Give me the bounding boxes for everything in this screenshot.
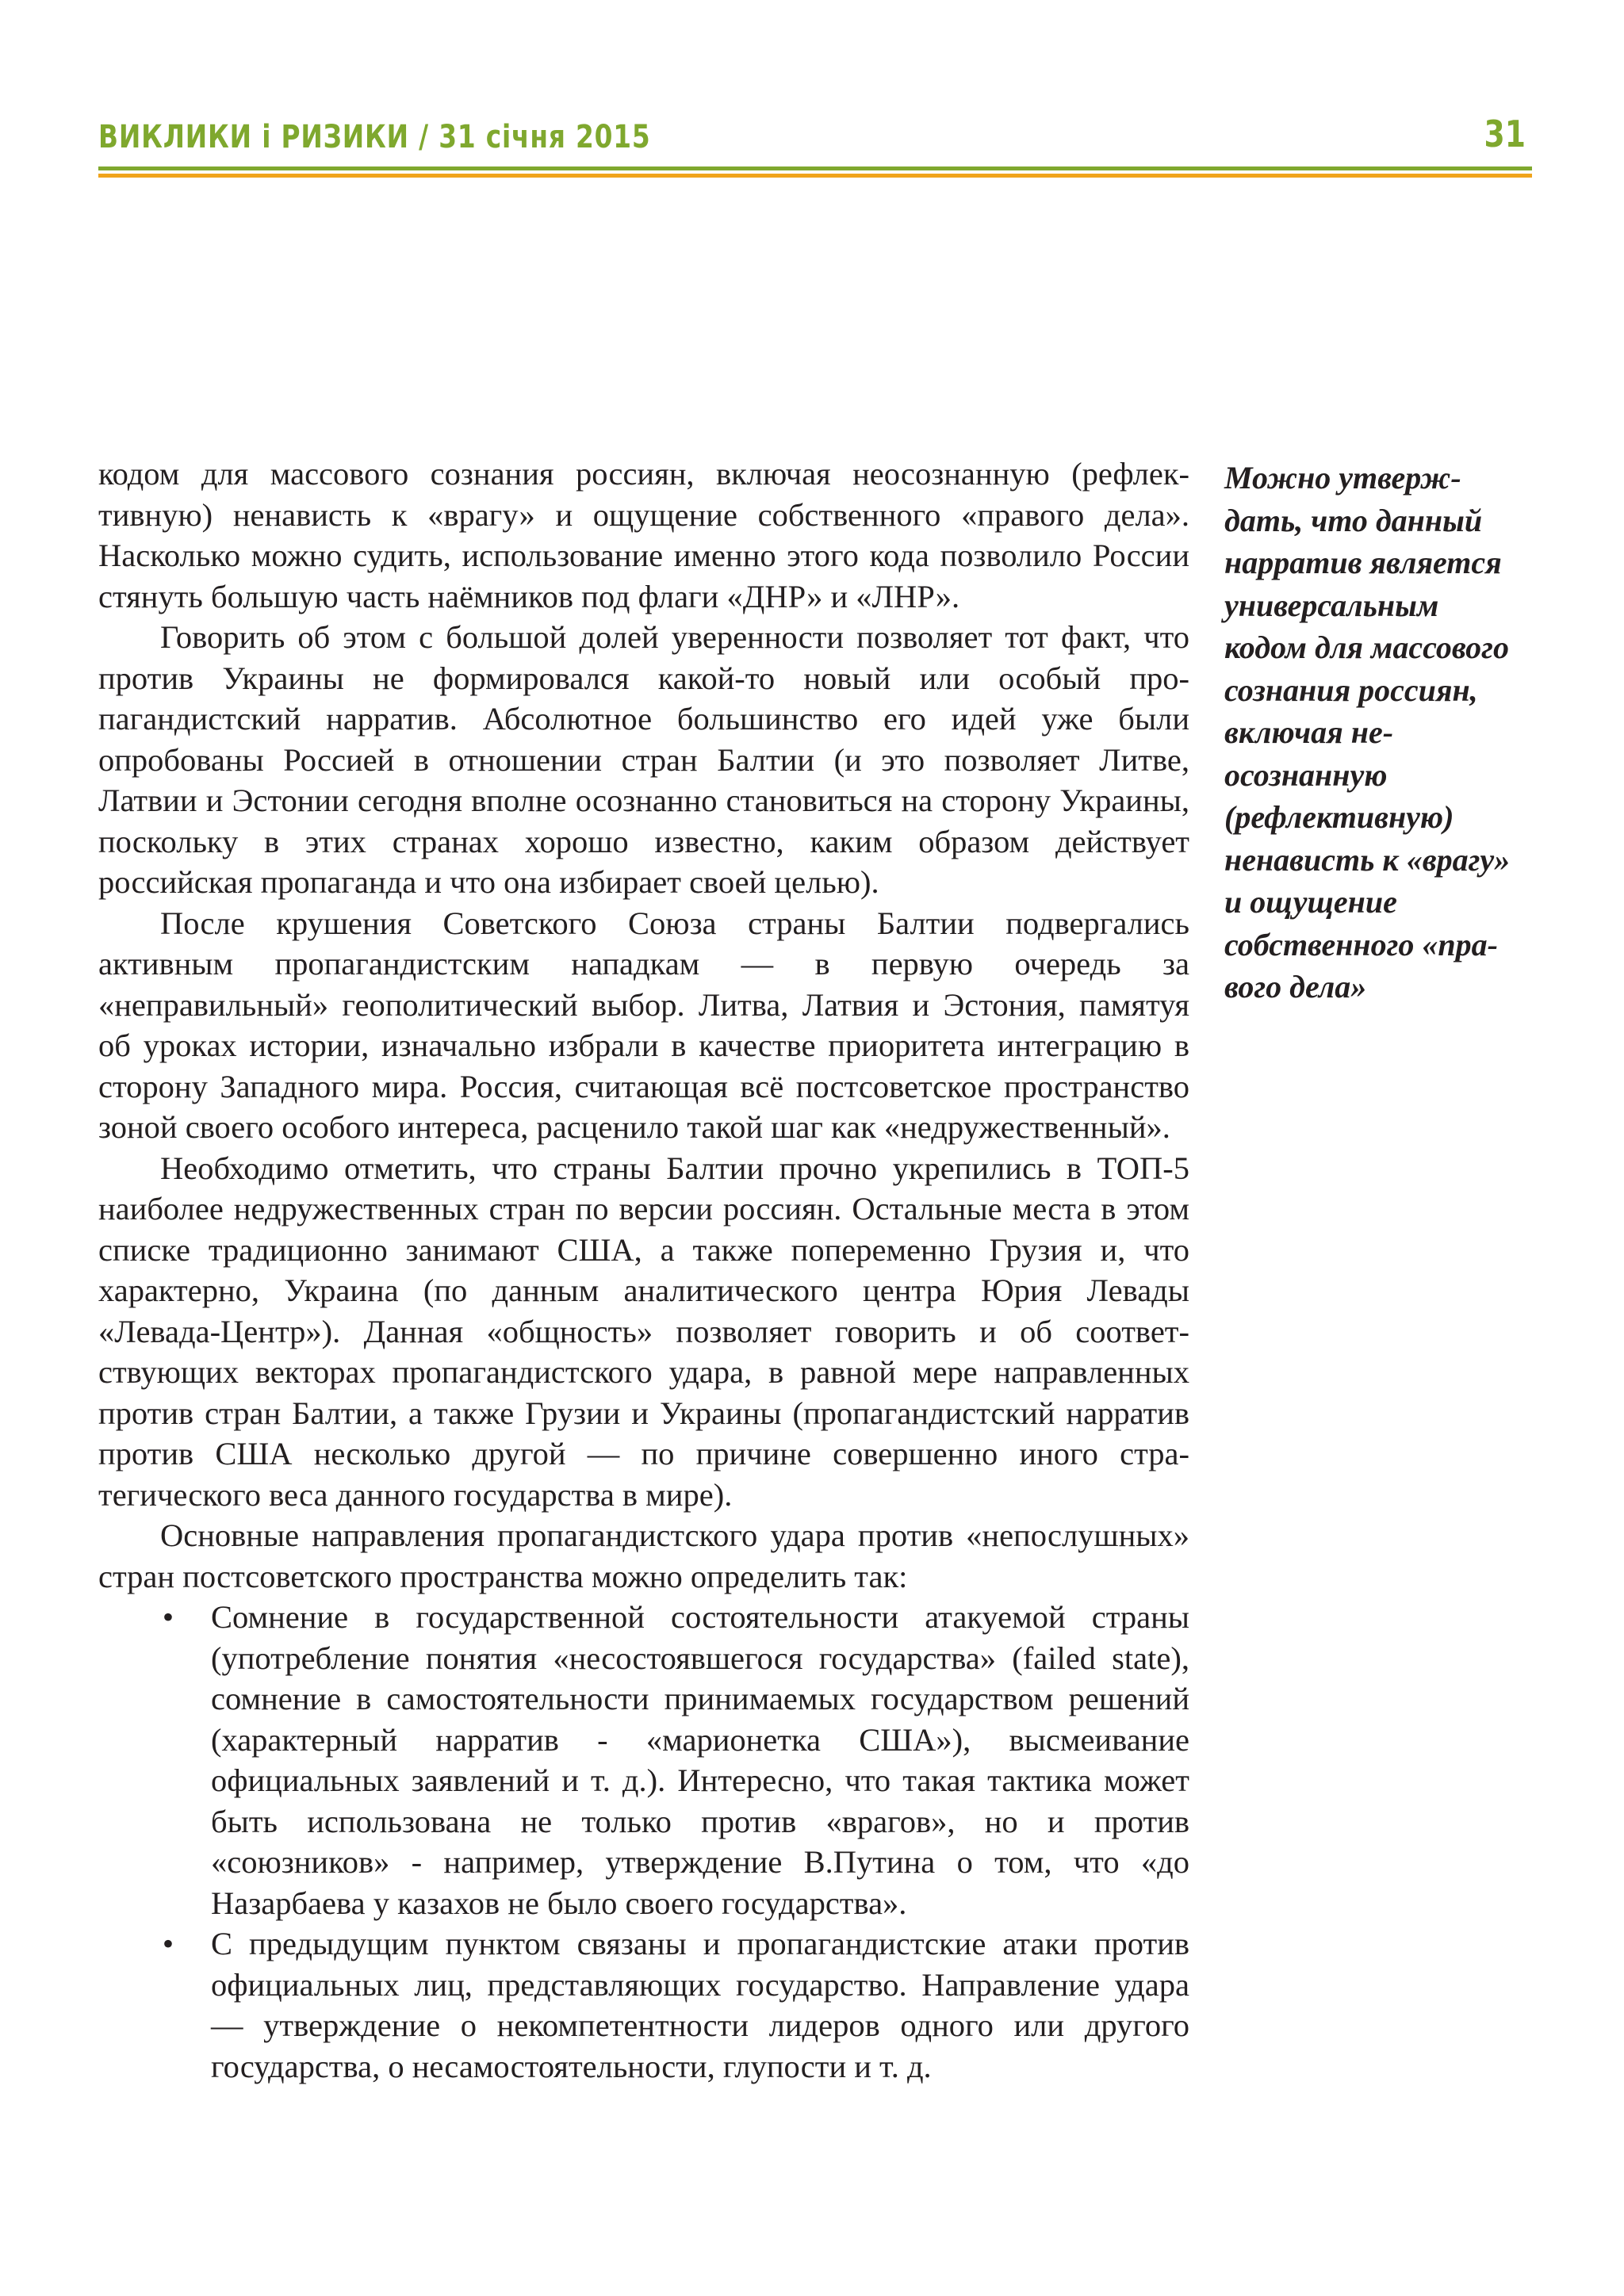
page-number: 31: [1484, 113, 1526, 155]
bullet-list: [98, 1597, 1189, 2087]
paragraph: После крушения Советского Союза страны Балтии подвергались активным пропагандистским нападкам — в первую очередь за «неправильный» геополитический выбор. Литва, Латвия и Эстония, памятуя об уроках истории, изначально избрали в качестве приоритета интеграцию в сторону Западного мира. Россия, считающая всё постсоветское пространство зоной своего особого интереса, расценило такой шаг как «недружественный».: [98, 905, 1189, 1145]
header-rule-green: [98, 166, 1532, 170]
bullet-icon: •: [162, 1926, 174, 1961]
bullet-icon: •: [162, 1599, 174, 1635]
paragraph: кодом для массового сознания россиян, включая неосознанную (рефлективную) ненависть к «врагу» и ощущение собственного «правого дела». Насколько можно судить, использование именно этого кода позволило России стянуть большую часть наёмников под флаги «ДНР» и «ЛНР».: [98, 456, 1189, 614]
list-item: [98, 1597, 1189, 1923]
paragraph: Основные направления пропагандистского удара против «непослушных» стран постсоветского пространства можно определить так:: [98, 1517, 1189, 1594]
header-rule-orange: [98, 174, 1532, 178]
list-item-text: С предыдущим пунктом связаны и пропагандистские атаки против официальных лиц, представляющих государство. Направление удара — утверждение о некомпетентности лидеров одного или другого государства, о несамостоятельности, глупости и т. д.: [211, 1926, 1189, 2084]
header-title: ВИКЛИКИ і РИЗИКИ / 31 січня 2015: [98, 119, 651, 155]
pull-quote: Можно утверждать, что данный нарратив является универсальным кодом для массового сознания россиян, включая неосознанную (рефлективную) ненависть к «врагу» и ощущение собственного «правого дела»: [1224, 460, 1511, 1004]
paragraph: Необходимо отметить, что страны Балтии прочно укрепились в ТОП-5 наиболее недружественных стран по версии россиян. Остальные места в этом списке традиционно занимают США, а также попеременно Грузия и, что характерно, Украина (по данным аналитического центра Юрия Левады «Левада-Центр»). Данная «общность» позволяет говорить и об соответствующих векторах пропагандистского удара, в равной мере направленных против стран Балтии, а также Грузии и Украины (пропагандистский нарратив против США несколько другой — по причине совершенно иного стратегического веса данного государства в мире).: [98, 1150, 1189, 1513]
paragraph: Говорить об этом с большой долей уверенности позволяет тот факт, что против Украины не формировался какой-то новый или особый пропагандистский нарратив. Абсолютное большинство его идей уже были опробованы Россией в отношении стран Балтии (и это позволяет Литве, Латвии и Эстонии сегодня вполне осознанно становиться на сторону Украины, поскольку в этих странах хорошо известно, каким образом действует российская пропаганда и что она избирает своей целью).: [98, 619, 1189, 900]
list-item: [98, 1923, 1189, 2087]
article-body: [98, 453, 1189, 2087]
list-item-text: Сомнение в государственной состоятельности атакуемой страны (употребление понятия «несостоявшегося государства» (failed state), сомнение в самостоятельности принимаемых государством решений (характерный нарратив - «марионетка США»), высмеивание официальных заявлений и т. д.). Интересно, что такая тактика может быть использована не только против «врагов», но и против «союзников» - например, утверждение В.Путина о том, что «до Назарбаева у казахов не было своего государства».: [211, 1599, 1189, 1921]
